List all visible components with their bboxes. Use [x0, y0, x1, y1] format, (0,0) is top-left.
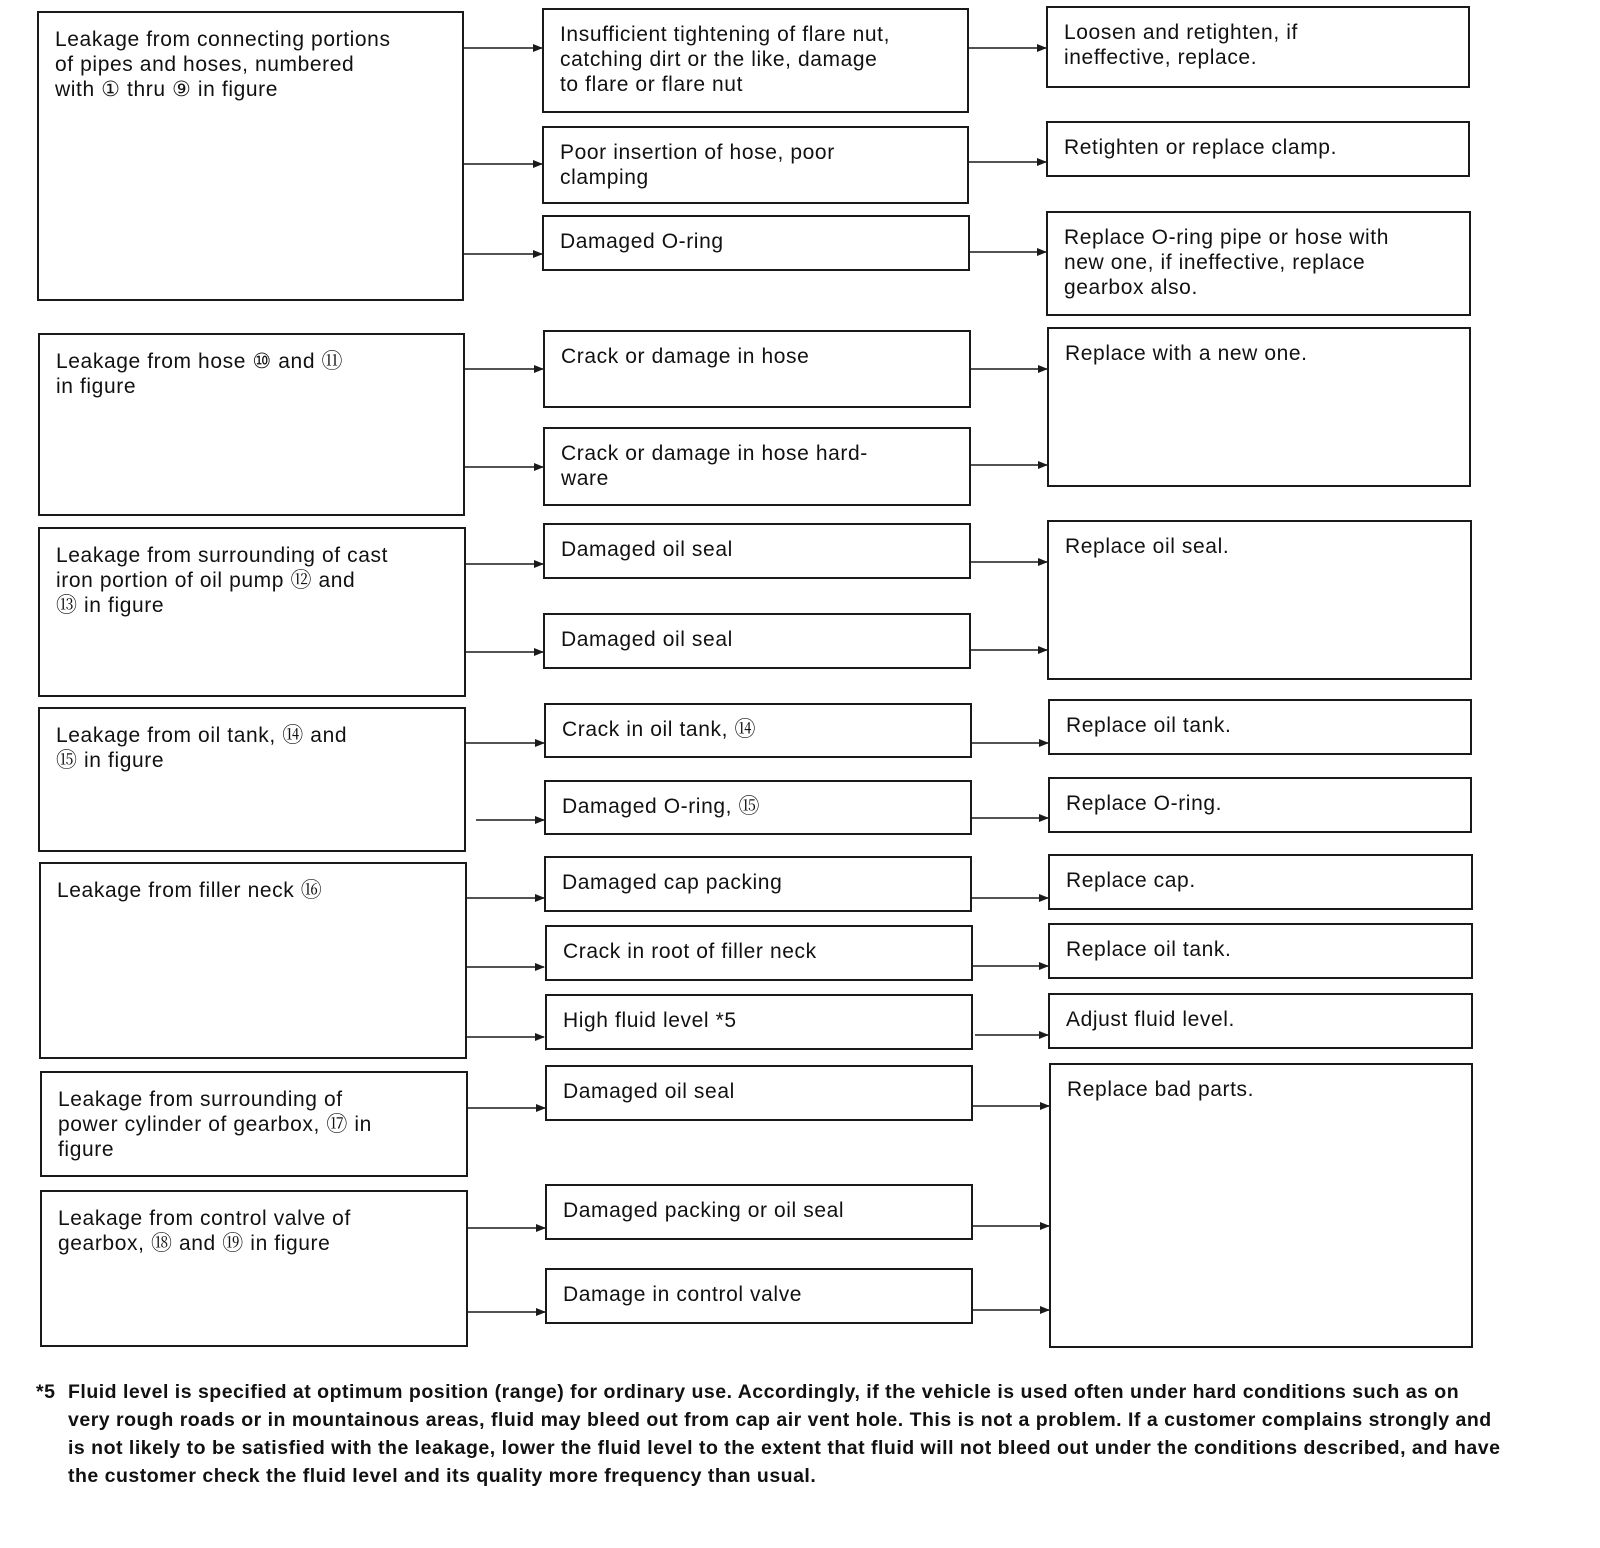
detail-box: Crack in root of filler neck [545, 925, 973, 981]
footnote-text: Fluid level is specified at optimum position (range) for ordinary use. Accordingly, if the vehicle is used often under hard conditions such as on very rough roads or in mountainous areas, fluid may bleed out from cap air vent hole. This is not a problem. If a customer complains strongly and is not likely to be satisfied with the leakage, lower the fluid level to the extent that fluid will not bleed out under the conditions described, and have the customer check the fluid level and its quality more frequency than usual. [68, 1381, 1501, 1487]
detail-box: Crack or damage in hose [543, 330, 971, 408]
detail-box: Crack in oil tank, ⑭ [544, 703, 972, 758]
action-box: Replace oil tank. [1048, 699, 1472, 755]
detail-box: Insufficient tightening of flare nut, catching dirt or the like, damage to flare or flare nut [542, 8, 969, 113]
detail-box: Damaged oil seal [543, 613, 971, 669]
detail-box: Damaged cap packing [544, 856, 972, 912]
cause-box-7: Leakage from control valve of gearbox, ⑱ and ⑲ in figure [40, 1190, 468, 1347]
detail-box: Damaged O-ring, ⑮ [544, 780, 972, 835]
cause-box-1: Leakage from connecting portions of pipes and hoses, numbered with ① thru ⑨ in figure [37, 11, 464, 301]
detail-box: Poor insertion of hose, poor clamping [542, 126, 969, 204]
cause-box-6: Leakage from surrounding of power cylinder of gearbox, ⑰ in figure [40, 1071, 468, 1177]
cause-box-2: Leakage from hose ⑩ and ⑪ in figure [38, 333, 465, 516]
detail-box: Crack or damage in hose hard- ware [543, 427, 971, 506]
action-box: Replace oil seal. [1047, 520, 1472, 680]
action-box: Replace oil tank. [1048, 923, 1473, 979]
cause-box-3: Leakage from surrounding of cast iron portion of oil pump ⑫ and ⑬ in figure [38, 527, 466, 697]
detail-box: Damage in control valve [545, 1268, 973, 1324]
cause-box-5: Leakage from filler neck ⑯ [39, 862, 467, 1059]
action-box: Replace cap. [1048, 854, 1473, 910]
detail-box: Damaged packing or oil seal [545, 1184, 973, 1240]
footnote [36, 1378, 1506, 1490]
action-box: Retighten or replace clamp. [1046, 121, 1470, 177]
action-box: Replace O-ring pipe or hose with new one, if ineffective, replace gearbox also. [1046, 211, 1471, 316]
detail-box: Damaged oil seal [545, 1065, 973, 1121]
cause-box-4: Leakage from oil tank, ⑭ and ⑮ in figure [38, 707, 466, 852]
action-box: Replace with a new one. [1047, 327, 1471, 487]
footnote-mark: *5 [36, 1381, 56, 1403]
action-box: Loosen and retighten, if ineffective, replace. [1046, 6, 1470, 88]
action-box: Replace O-ring. [1048, 777, 1472, 833]
detail-box: Damaged O-ring [542, 215, 970, 271]
detail-box: High fluid level *5 [545, 994, 973, 1050]
detail-box: Damaged oil seal [543, 523, 971, 579]
action-box: Adjust fluid level. [1048, 993, 1473, 1049]
action-box: Replace bad parts. [1049, 1063, 1473, 1348]
